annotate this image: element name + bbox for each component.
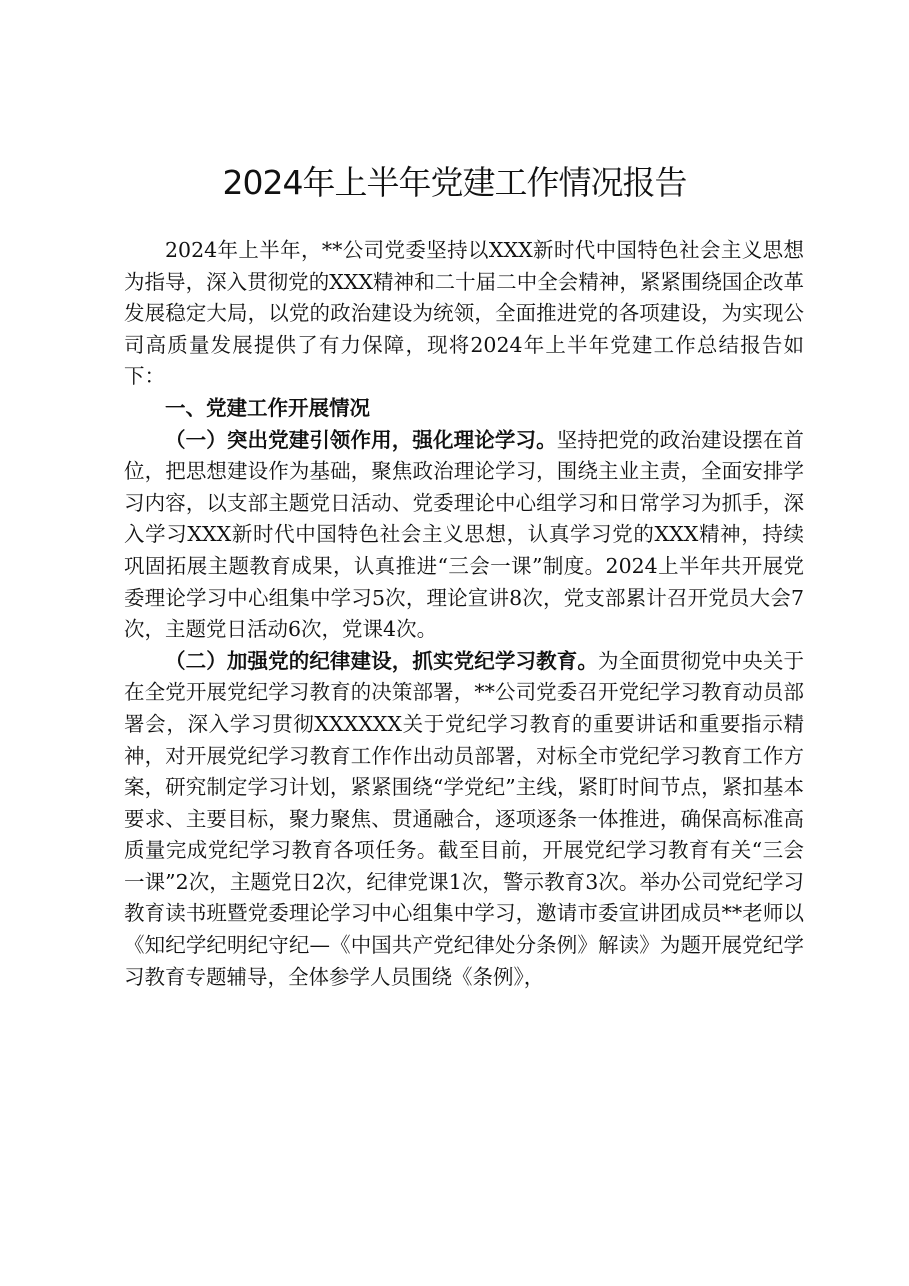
subsection-1-heading: （一）突出党建引领作用，强化理论学习。 <box>165 427 557 452</box>
subsection-2-heading: （二）加强党的纪律建设，抓实党纪学习教育。 <box>165 648 598 673</box>
intro-paragraph: 2024年上半年，**公司党委坚持以XXX新时代中国特色社会主义思想为指导，深入贯彻党的XXX精神和二十届二中全会精神，紧紧围绕国企改革发展稳定大局，以党的政治建设为统领，全面推进党的各项建设，为实现公司高质量发展提供了有力保障，现将2024年上半年党建工作总结报告如下： <box>124 238 804 389</box>
document-body <box>124 235 804 993</box>
document-title: 2024年上半年党建工作情况报告 <box>222 163 687 202</box>
subsection-2-body: 为全面贯彻党中央关于在全党开展党纪学习教育的决策部署，**公司党委召开党纪学习教育动员部署会，深入学习贯彻XXXXXX关于党纪学习教育的重要讲话和重要指示精神，对开展党纪学习教育工作作出动员部署，对标全市党纪学习教育工作方案，研究制定学习计划，紧紧围绕“学党纪”主线，紧盯时间节点，紧扣基本要求、主要目标，聚力聚焦、贯通融合，逐项逐条一体推进，确保高标准高质量完成党纪学习教育各项任务。截至目前，开展党纪学习教育有关“三会一课”2次，主题党日2次，纪律党课1次，警示教育3次。举办公司党纪学习教育读书班暨党委理论学习中心组集中学习，邀请市委宣讲团成员**老师以《知纪学纪明纪守纪—《中国共产党纪律处分条例》解读》为题开展党纪学习教育专题辅导，全体参学人员围绕《条例》， <box>124 648 805 989</box>
subsection-2-paragraph <box>124 646 804 994</box>
subsection-1-body: 坚持把党的政治建设摆在首位，把思想建设作为基础，聚焦政治理论学习，围绕主业主责，全面安排学习内容，以支部主题党日活动、党委理论中心组学习和日常学习为抓手，深入学习XXX新时代中国特色社会主义思想，认真学习党的XXX精神，持续巩固拓展主题教育成果，认真推进“三会一课”制度。2024上半年共开展党委理论学习中心组集中学习5次，理论宣讲8次，党支部累计召开党员大会7次，主题党日活动6次，党课4次。 <box>124 427 805 642</box>
subsection-1-paragraph <box>124 425 804 646</box>
section-heading: 一、党建工作开展情况 <box>165 395 370 420</box>
